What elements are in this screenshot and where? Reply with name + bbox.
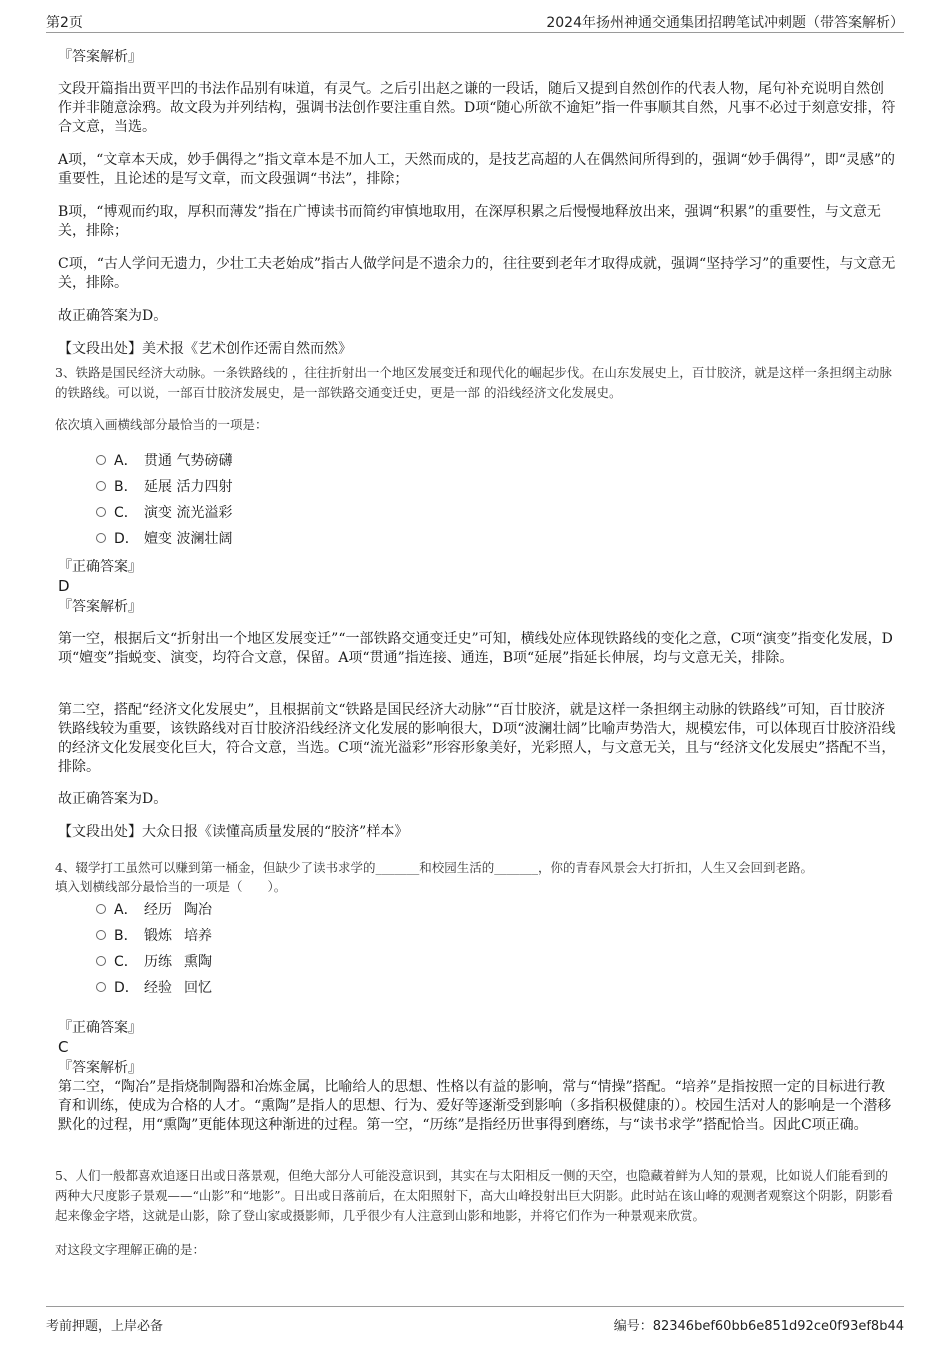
q3-answer-label: 『正确答案』 (58, 559, 142, 575)
q4-option-b[interactable]: B． 锻炼 培养 (96, 926, 212, 946)
q3-option-b[interactable]: B． 延展 活力四射 (96, 477, 232, 497)
document-id (614, 1315, 904, 1334)
radio-icon[interactable] (96, 904, 106, 914)
q3-answer: D (58, 577, 70, 595)
radio-icon[interactable] (96, 533, 106, 543)
q2-source: 【文段出处】美术报《艺术创作还需自然而然》 (58, 341, 352, 357)
radio-icon[interactable] (96, 507, 106, 517)
page-number: 第2页 (46, 15, 83, 31)
q3-prompt: 依次填入画横线部分最恰当的一项是： (55, 417, 268, 432)
q3-source: 【文段出处】大众日报《读懂高质量发展的“胶济”样本》 (58, 824, 409, 840)
radio-icon[interactable] (96, 455, 106, 465)
q4-analysis-1: 第二空，“陶冶”是指烧制陶器和冶炼金属，比喻给人的思想、性格以有益的影响，常与“情操”搭配。“培养”是指按照一定的目标进行教育和训练，使成为合格的人才。“熏陶”是指人的思想、行为、爱好等逐渐受到影响（多指积极健康的）。校园生活对人的影响是一个潜移默化的过程，用“熏陶”更能体现这种渐进的过程。第一空，“历练”是指经历世事得到磨练，与“读书求学”搭配恰当。因此C项正确。 (58, 1079, 892, 1133)
radio-icon[interactable] (96, 481, 106, 491)
document-id-label: 编号： (613, 1319, 653, 1334)
q2-conclusion: 故正确答案为D。 (58, 308, 168, 324)
q5-prompt: 对这段文字理解正确的是： (55, 1242, 206, 1257)
q4-option-d[interactable]: D． 经验 回忆 (96, 978, 212, 998)
q3-analysis-1: 第一空，根据后文“折射出一个地区发展变迁”“一部铁路交通变迁史”可知，横线处应体现铁路线的变化之意，C项“演变”指变化发展，D项“嬗变”指蜕变、演变，均符合文意，保留。A项“贯通”指连接、通连，B项“延展”指延长伸展，均与文意无关，排除。 (58, 631, 893, 666)
page-header (46, 10, 904, 33)
q4-answer-label: 『正确答案』 (58, 1020, 142, 1036)
q4-stem: 4、辍学打工虽然可以赚到第一桶金，但缺少了读书求学的_______和校园生活的_______，你的青春风景会大打折扣，人生又会回到老路。 (55, 860, 813, 875)
document-title: 2024年扬州神通交通集团招聘笔试冲刺题（带答案解析） (546, 15, 904, 31)
q5-stem: 5、人们一般都喜欢追逐日出或日落景观，但绝大部分人可能没意识到，其实在与太阳相反一侧的天空，也隐藏着鲜为人知的景观，比如说人们能看到的两种大尺度影子景观——“山影”和“地影”。日出或日落前后，在太阳照射下，高大山峰投射出巨大阴影。此时站在该山峰的观测者观察这个阴影，阴影看起来像金字塔，这就是山影，除了登山家或摄影师，几乎很少有人注意到山影和地影，并将它们作为一种景观来欣赏。 (55, 1168, 894, 1223)
q3-option-a[interactable]: A． 贯通 气势磅礴 (96, 451, 232, 471)
radio-icon[interactable] (96, 930, 106, 940)
q4-prompt: 填入划横线部分最恰当的一项是（ ）。 (55, 879, 287, 894)
q3-analysis-2: 第二空，搭配“经济文化发展史”，且根据前文“铁路是国民经济大动脉”“百廿胶济，就是这样一条担纲主动脉的铁路线”可知，百廿胶济铁路线较为重要，该铁路线对百廿胶济沿线经济文化发展的影响很大，D项“波澜壮阔”比喻声势浩大，规模宏伟，可以体现百廿胶济沿线的经济文化发展变化巨大，符合文意，当选。C项“流光溢彩”形容形象美好，光彩照人，与文意无关，且与“经济文化发展史”搭配不当，排除。 (58, 702, 896, 775)
footer-slogan: 考前押题，上岸必备 (46, 1319, 164, 1334)
radio-icon[interactable] (96, 982, 106, 992)
q3-option-c[interactable]: C． 演变 流光溢彩 (96, 503, 232, 523)
q2-analysis-a: A项，“文章本天成，妙手偶得之”指文章本是不加人工，天然而成的，是技艺高超的人在偶然间所得到的，强调“妙手偶得”，即“灵感”的重要性，且论述的是写文章，而文段强调“书法”，排除； (58, 152, 896, 187)
q2-analysis-c: C项，“古人学问无遗力，少壮工夫老始成”指古人做学问是不遗余力的，往往要到老年才取得成就，强调“坚持学习”的重要性，与文意无关，排除。 (58, 256, 896, 291)
q3-analysis-label: 『答案解析』 (58, 599, 142, 615)
q2-analysis-main: 文段开篇指出贾平凹的书法作品别有味道，有灵气。之后引出赵之谦的一段话，随后又提到自然创作的代表人物，尾句补充说明自然创作并非随意涂鸦。故文段为并列结构，强调书法创作要注重自然。D项“随心所欲不逾矩”指一件事顺其自然，凡事不必过于刻意安排，符合文意，当选。 (58, 81, 896, 135)
q2-analysis-label: 『答案解析』 (58, 49, 142, 65)
radio-icon[interactable] (96, 956, 106, 966)
q4-analysis-label: 『答案解析』 (58, 1060, 142, 1076)
page-footer (46, 1306, 904, 1335)
q2-analysis-b: B项，“博观而约取，厚积而薄发”指在广博读书而简约审慎地取用，在深厚积累之后慢慢地释放出来，强调“积累”的重要性，与文意无关，排除； (58, 204, 881, 239)
q3-option-d[interactable]: D． 嬗变 波澜壮阔 (96, 529, 232, 549)
q3-conclusion: 故正确答案为D。 (58, 791, 168, 807)
document-id-value: 82346bef60bb6e851d92ce0f93ef8b44 (652, 1319, 904, 1334)
q4-option-a[interactable]: A． 经历 陶冶 (96, 900, 212, 920)
q3-stem: 3、铁路是国民经济大动脉。一条铁路线的 ，往往折射出一个地区发展变迁和现代化的崛起步伐。在山东发展史上，百廿胶济，就是这样一条担纲主动脉的铁路线。可以说，一部百廿胶济发展史，是一部铁路交通变迁史，更是一部 的沿线经济文化发展史。 (55, 365, 892, 400)
q4-answer: C (58, 1038, 69, 1056)
q4-option-c[interactable]: C． 历练 熏陶 (96, 952, 212, 972)
